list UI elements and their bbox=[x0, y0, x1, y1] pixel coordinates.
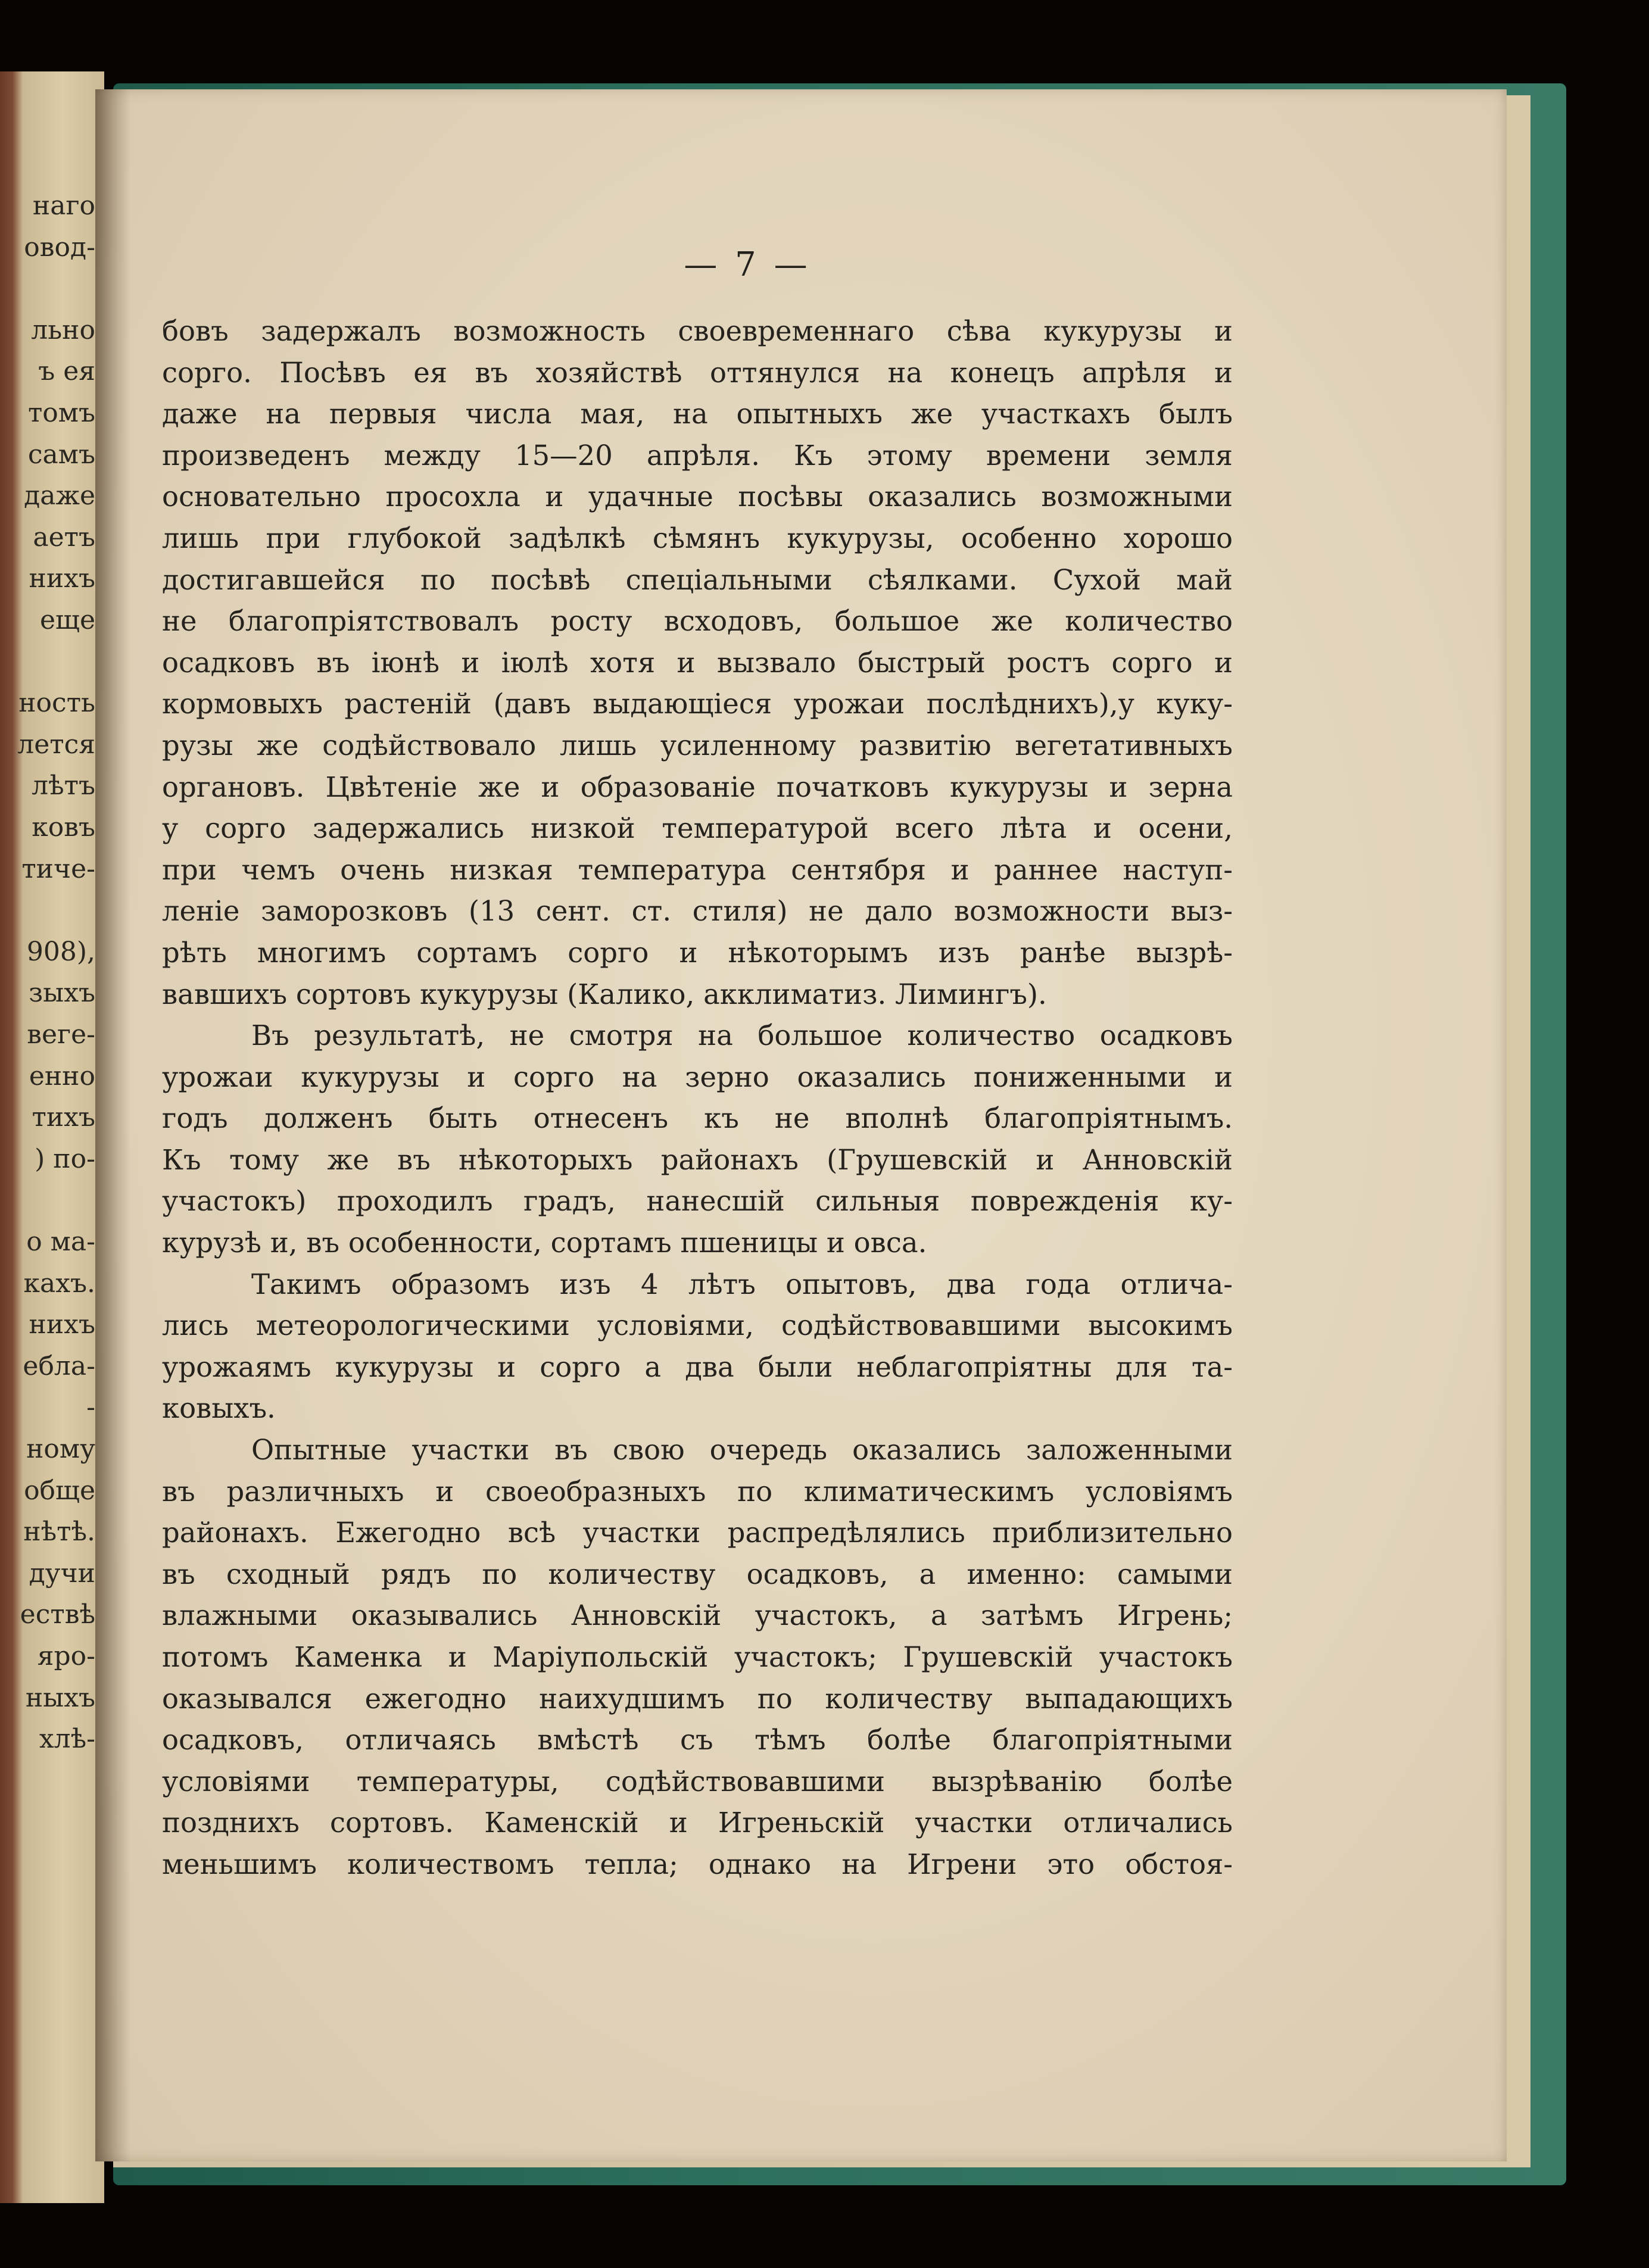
text-line: осадковъ, отличаясь вмѣстѣ съ тѣмъ болѣе благопріятными bbox=[162, 1724, 1233, 1757]
text-line: основательно просохла и удачные посѣвы оказались возможными bbox=[162, 481, 1233, 513]
left-page-fragment: ебла- bbox=[23, 1350, 95, 1381]
text-line: въ сходный рядъ по количеству осадковъ, а именно: самыми bbox=[162, 1558, 1233, 1590]
left-page-fragment: льно bbox=[31, 314, 95, 345]
left-page-fragment: ковъ bbox=[32, 812, 95, 843]
left-page-fragment: томъ bbox=[27, 398, 95, 428]
text-line: районахъ. Ежегодно всѣ участки распредѣлялись приблизительно bbox=[162, 1517, 1233, 1549]
left-page-fragment: зыхъ bbox=[29, 978, 95, 1009]
page-gutter-shadow bbox=[95, 89, 131, 2161]
left-page-fragment: лѣтъ bbox=[32, 770, 95, 801]
text-line: органовъ. Цвѣтеніе же и образованіе початковъ кукурузы и зерна bbox=[162, 770, 1233, 803]
text-line: у сорго задержались низкой температурой всего лѣта и осени, bbox=[162, 812, 1233, 845]
text-line: осадковъ въ іюнѣ и іюлѣ хотя и вызвало быстрый ростъ сорго и bbox=[162, 646, 1233, 679]
text-line: рѣть многимъ сортамъ сорго и нѣкоторымъ изъ ранѣе вызрѣ- bbox=[162, 936, 1233, 969]
book-page bbox=[95, 89, 1507, 2161]
left-page-fragment: лется bbox=[17, 729, 95, 760]
text-line: потомъ Каменка и Маріупольскій участокъ; Грушевскій участокъ bbox=[162, 1641, 1233, 1673]
text-line: урожаямъ кукурузы и сорго а два были неблагопріятны для та- bbox=[162, 1350, 1233, 1383]
left-page-fragment: кахъ. bbox=[23, 1268, 95, 1299]
left-page-text-fragments bbox=[0, 71, 100, 2203]
text-line: позднихъ сортовъ. Каменскій и Игреньскій участки отличались bbox=[162, 1807, 1233, 1839]
text-line: бовъ задержалъ возможность своевременнаго сѣва кукурузы и bbox=[162, 315, 1233, 347]
left-page-fragment: нихъ bbox=[29, 1309, 95, 1340]
left-page-fragment: наго bbox=[32, 191, 95, 221]
left-page-fragment: даже bbox=[24, 481, 95, 511]
left-page-fragment: самъ bbox=[27, 439, 95, 470]
left-page-fragment: хлѣ- bbox=[39, 1724, 95, 1755]
text-line: кормовыхъ растеній (давъ выдающіеся урожаи послѣднихъ),у куку- bbox=[162, 688, 1233, 720]
text-line: участокъ) проходилъ градъ, нанесшій сильныя поврежденія ку- bbox=[162, 1185, 1233, 1218]
text-line: вавшихъ сортовъ кукурузы (Калико, акклиматиз. Лимингъ). bbox=[162, 978, 1047, 1010]
text-line: въ различныхъ и своеобразныхъ по климатическимъ условіямъ bbox=[162, 1475, 1233, 1508]
left-page-fragment: веге- bbox=[27, 1019, 95, 1050]
text-line: оказывался ежегодно наихудшимъ по количеству выпадающихъ bbox=[162, 1682, 1233, 1715]
text-line: Въ результатѣ, не смотря на большое количество осадковъ bbox=[251, 1019, 1233, 1052]
left-page-fragment: - bbox=[86, 1392, 95, 1423]
text-line: влажными оказывались Анновскій участокъ, а затѣмъ Игрень; bbox=[162, 1599, 1233, 1632]
text-line: меньшимъ количествомъ тепла; однако на Игрени это обстоя- bbox=[162, 1848, 1233, 1880]
text-line: леніе заморозковъ (13 сент. ст. стиля) не дало возможности выз- bbox=[162, 895, 1233, 928]
text-line: Такимъ образомъ изъ 4 лѣтъ опытовъ, два года отлича- bbox=[251, 1268, 1233, 1300]
text-line: ковыхъ. bbox=[162, 1392, 276, 1425]
text-line: Опытные участки въ свою очередь оказались заложенными bbox=[251, 1434, 1233, 1467]
text-line: урожаи кукурузы и сорго на зерно оказались пониженными и bbox=[162, 1060, 1233, 1093]
text-line: произведенъ между 15—20 апрѣля. Къ этому времени земля bbox=[162, 439, 1233, 472]
left-page-fragment: нѣтѣ. bbox=[23, 1517, 95, 1548]
left-page-fragment: тиче- bbox=[21, 853, 95, 884]
text-line: Къ тому же въ нѣкоторыхъ районахъ (Грушевскій и Анновскій bbox=[162, 1143, 1233, 1176]
left-page-fragment: нихъ bbox=[29, 563, 95, 594]
left-page-fragment: ность bbox=[18, 688, 95, 719]
left-page-fragment: ныхъ bbox=[25, 1682, 95, 1713]
text-line: достигавшейся по посѣвѣ спеціальными сѣялками. Сухой май bbox=[162, 563, 1233, 596]
left-page-fragment: аетъ bbox=[33, 522, 95, 553]
left-page-fragment: ествѣ bbox=[20, 1599, 95, 1630]
text-line: годъ долженъ быть отнесенъ къ не вполнѣ благопріятнымъ. bbox=[162, 1102, 1233, 1135]
left-page-fragment: 908), bbox=[26, 936, 95, 967]
left-facing-page bbox=[0, 71, 104, 2203]
body-text bbox=[162, 311, 1233, 1886]
text-line: не благопріятствовалъ росту всходовъ, большое же количество bbox=[162, 605, 1233, 638]
text-line: курузѣ и, въ особенности, сортамъ пшеницы и овса. bbox=[162, 1227, 927, 1259]
left-page-fragment: ному bbox=[26, 1434, 95, 1464]
text-line: рузы же содѣйствовало лишь усиленному развитію вегетативныхъ bbox=[162, 729, 1233, 762]
left-page-fragment: ъ ея bbox=[38, 356, 95, 387]
left-page-fragment: ) по- bbox=[35, 1143, 95, 1174]
left-page-fragment: обще bbox=[24, 1475, 95, 1506]
left-page-fragment: о ма- bbox=[26, 1227, 95, 1257]
text-line: лись метеорологическими условіями, содѣйствовавшими высокимъ bbox=[162, 1309, 1233, 1342]
left-page-fragment: яро- bbox=[37, 1641, 95, 1671]
text-line: при чемъ очень низкая температура сентября и раннее наступ- bbox=[162, 853, 1233, 886]
text-line: даже на первыя числа мая, на опытныхъ же участкахъ былъ bbox=[162, 398, 1233, 430]
left-page-fragment: еще bbox=[40, 605, 95, 635]
page-number: — 7 — bbox=[684, 245, 811, 284]
left-page-fragment: тихъ bbox=[32, 1102, 95, 1133]
text-line: сорго. Посѣвъ ея въ хозяйствѣ оттянулся на конецъ апрѣля и bbox=[162, 356, 1233, 389]
text-line: условіями температуры, содѣйствовавшими вызрѣванію болѣе bbox=[162, 1765, 1233, 1798]
left-page-fragment: енно bbox=[29, 1060, 95, 1091]
left-page-fragment: овод- bbox=[24, 232, 95, 263]
left-page-fragment: дучи bbox=[29, 1558, 95, 1589]
text-line: лишь при глубокой задѣлкѣ сѣмянъ кукурузы, особенно хорошо bbox=[162, 522, 1233, 554]
